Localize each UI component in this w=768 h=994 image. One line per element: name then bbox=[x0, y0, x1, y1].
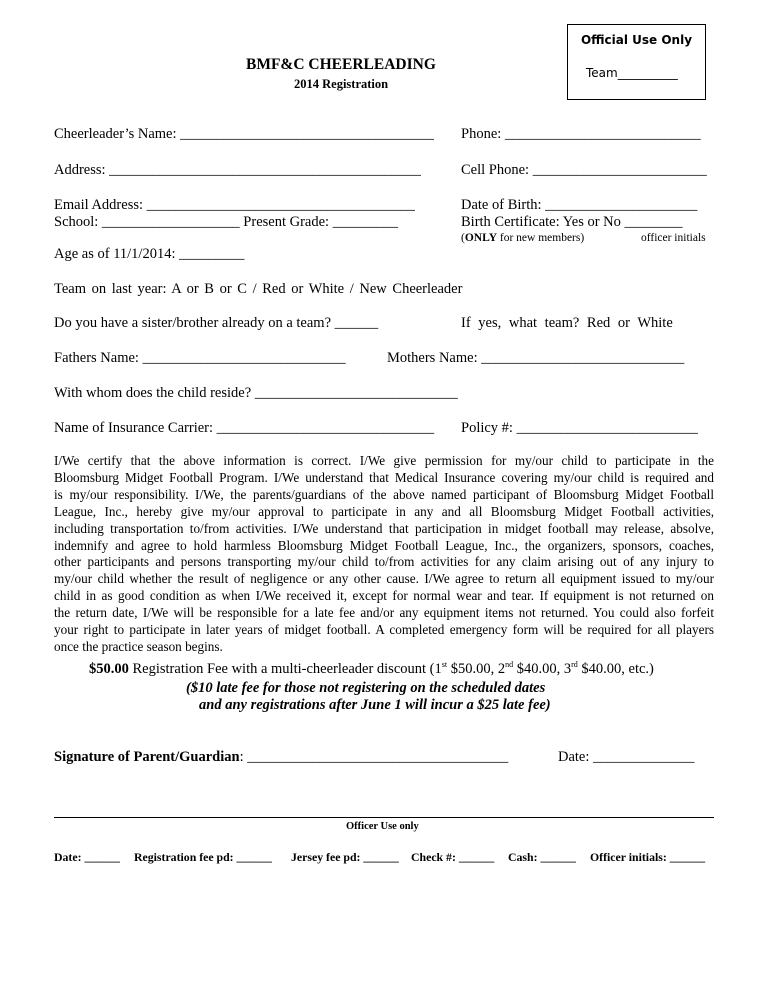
waiver-line: your right to participate in later years of midget football. A completed emergency form will be required for all players bbox=[54, 622, 714, 638]
registration-fee-line bbox=[89, 661, 654, 678]
child-reside-field[interactable]: With whom does the child reside? ____________________________ bbox=[54, 385, 458, 401]
fee-amount: $50.00 bbox=[89, 661, 129, 677]
waiver-line: once the practice season begins. bbox=[54, 638, 223, 654]
waiver-line: the return date, I/We will be responsible for a late fee and/or any equipment items not returned. You could also forfeit bbox=[54, 605, 714, 621]
fee-text-4: $40.00, etc.) bbox=[581, 661, 654, 677]
waiver-line: is my/our responsibility. I/We, the parents/guardians of the above named participant of Bloomsburg Midget Football bbox=[54, 486, 714, 502]
signature-field[interactable] bbox=[54, 749, 508, 766]
fee-text-1: Registration Fee with a multi-cheerleader discount (1 bbox=[132, 661, 442, 677]
address-field[interactable]: Address: ___________________________________________ bbox=[54, 162, 421, 178]
fee-text-3: $40.00, 3 bbox=[516, 661, 572, 677]
sibling-field[interactable]: Do you have a sister/brother already on a team? ______ bbox=[54, 315, 379, 331]
page-title: BMF&C CHEERLEADING bbox=[246, 56, 436, 73]
waiver-line: indemnify and agree to hold harmless Bloomsburg Midget Football League, Inc., the organizers, sponsors, coaches, bbox=[54, 537, 714, 553]
date-of-birth-field[interactable]: Date of Birth: _____________________ bbox=[461, 197, 698, 213]
fathers-name-field[interactable]: Fathers Name: ____________________________ bbox=[54, 350, 346, 366]
fee-sup-3: rd bbox=[571, 660, 578, 669]
registration-fee-paid-field[interactable]: Registration fee pd: ______ bbox=[134, 850, 272, 864]
official-use-box bbox=[567, 24, 706, 100]
cell-phone-field[interactable]: Cell Phone: ________________________ bbox=[461, 162, 707, 178]
cheerleader-name-field[interactable]: Cheerleader’s Name: ___________________________________ bbox=[54, 126, 434, 142]
only-label: ONLY bbox=[464, 232, 498, 244]
which-team-field[interactable]: If yes, what team? Red or White bbox=[461, 315, 673, 331]
waiver-line: League, Inc., hereby give my/our approval to participate in any and all Bloomsburg Midget Football activities, bbox=[54, 503, 714, 519]
late-fee-note-1: ($10 late fee for those not registering on the scheduled dates bbox=[186, 680, 546, 696]
official-use-title: Official Use Only bbox=[580, 33, 693, 47]
signature-line[interactable]: : ____________________________________ bbox=[239, 749, 509, 765]
signature-label: Signature of Parent/Guardian bbox=[54, 749, 240, 765]
fee-text-2: $50.00, 2 bbox=[450, 661, 506, 677]
jersey-fee-paid-field[interactable]: Jersey fee pd: ______ bbox=[291, 850, 399, 864]
officer-initials-field[interactable]: Officer initials: ______ bbox=[590, 850, 706, 864]
only-new-rest: for new members) bbox=[499, 232, 585, 244]
officer-use-title: Officer Use only bbox=[346, 821, 419, 832]
signature-date-field[interactable]: Date: ______________ bbox=[558, 749, 695, 765]
waiver-line: Bloomsburg Midget Football Program. I/We understand that Medical Insurance covering my/our child is required and bbox=[54, 469, 714, 485]
insurance-carrier-field[interactable]: Name of Insurance Carrier: ______________________________ bbox=[54, 420, 435, 436]
waiver-line: I/We certify that the above information is correct. I/We give permission for my/our child to participate in the bbox=[54, 453, 714, 468]
team-last-year-field[interactable]: Team on last year: A or B or C / Red or White / New Cheerleader bbox=[54, 281, 463, 297]
waiver-paragraph bbox=[54, 453, 714, 656]
waiver-line: other participants and persons transporting my/our child to/from activities for any claim arising out of any injury to bbox=[54, 554, 714, 570]
only-new-members-note: (ONLY for new members) bbox=[461, 232, 585, 244]
late-fee-note-2: and any registrations after June 1 will incur a $25 late fee) bbox=[199, 697, 551, 713]
officer-date-field[interactable]: Date: ______ bbox=[54, 850, 120, 864]
divider bbox=[54, 817, 714, 818]
waiver-line: my/our child whether the result of negligence or any other cause. I/We agree to return all equipment issued to my/our bbox=[54, 571, 714, 587]
waiver-line: including transportation to/from activities. I/We understand that participation in midget football may release, absolve, bbox=[54, 520, 714, 536]
mothers-name-field[interactable]: Mothers Name: ____________________________ bbox=[387, 350, 685, 366]
official-team-field[interactable]: Team__________ bbox=[586, 66, 678, 80]
fee-sup-2: nd bbox=[505, 660, 514, 669]
birth-certificate-field[interactable]: Birth Certificate: Yes or No ________ bbox=[461, 214, 683, 230]
waiver-line: child in as good condition as when I/We received it, except for normal wear and tear. If equipment is not returned on bbox=[54, 588, 714, 604]
policy-number-field[interactable]: Policy #: _________________________ bbox=[461, 420, 698, 436]
email-field[interactable]: Email Address: _____________________________________ bbox=[54, 197, 415, 213]
school-grade-field[interactable]: School: ___________________ Present Grade: _________ bbox=[54, 214, 398, 230]
age-field[interactable]: Age as of 11/1/2014: _________ bbox=[54, 246, 245, 262]
phone-field[interactable]: Phone: ___________________________ bbox=[461, 126, 701, 142]
page-subtitle: 2014 Registration bbox=[294, 77, 389, 91]
check-number-field[interactable]: Check #: ______ bbox=[411, 850, 495, 864]
cash-field[interactable]: Cash: ______ bbox=[508, 850, 576, 864]
officer-initials-note: officer initials bbox=[641, 232, 706, 244]
fee-sup-1: st bbox=[441, 660, 448, 669]
